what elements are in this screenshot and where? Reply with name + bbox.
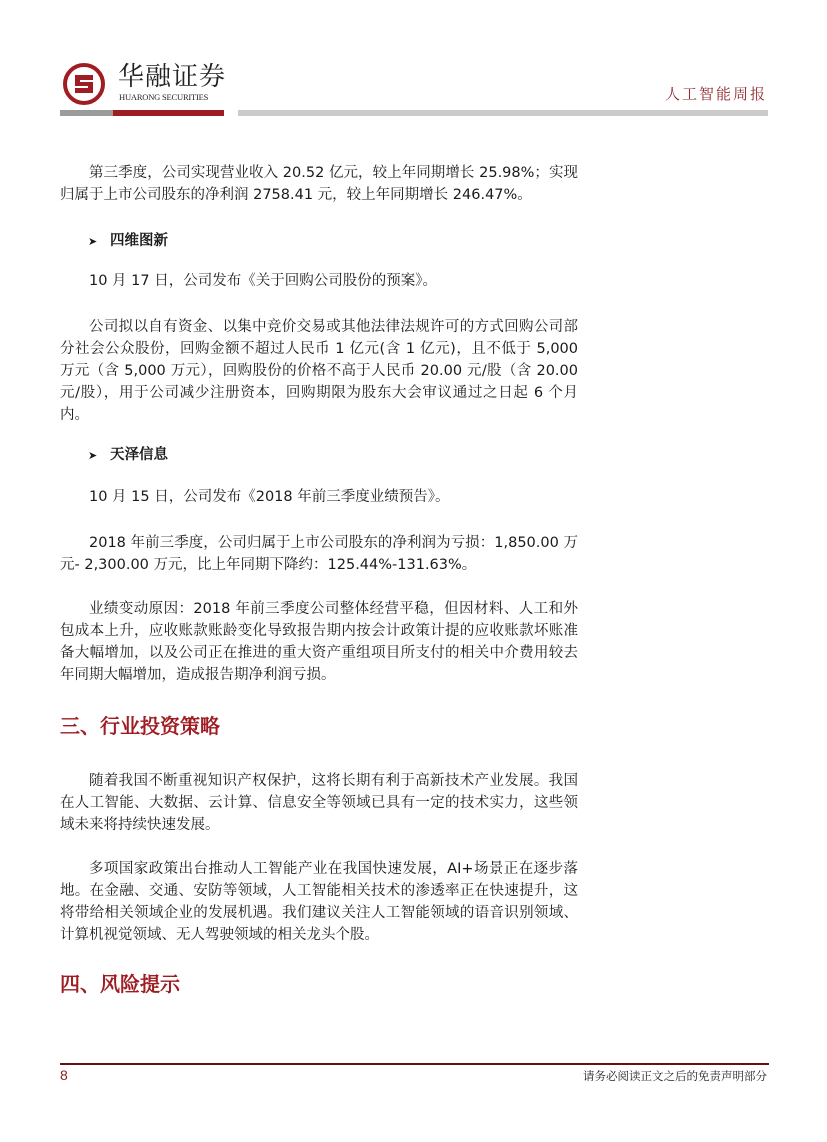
company-heading-tianze bbox=[60, 444, 578, 467]
report-type-label: 人工智能周报 bbox=[664, 85, 767, 103]
tianze-reason-paragraph: 业绩变动原因：2018 年前三季度公司整体经营平稳，但因材料、人工和外包成本上升，应收账款账龄变化导致报告期内按会计政策计提的应收账款坏账准备大幅增加，以及公司正在推进的重大资产重组项目所支付的相关中介费用较去年同期大幅增加，造成报告期净利润亏损。 bbox=[60, 601, 578, 683]
tianze-forecast-paragraph: 2018 年前三季度，公司归属于上市公司股东的净利润为亏损：1,850.00 万元- 2,300.00 万元，比上年同期下降约：125.44%-131.63%。 bbox=[60, 535, 578, 573]
arrowhead-bullet-icon: ➤ bbox=[88, 235, 98, 248]
huarong-logo-icon bbox=[62, 62, 106, 106]
disclaimer-text: 请务必阅读正文之后的免责声明部分 bbox=[583, 1069, 767, 1083]
brand-name-cn: 华融证券 bbox=[118, 62, 227, 92]
company-name: 天泽信息 bbox=[110, 447, 168, 463]
arrowhead-bullet-icon: ➤ bbox=[88, 449, 98, 462]
strategy-paragraph-2: 多项国家政策出台推动人工智能产业在我国快速发展，AI+场景正在逐步落地。在金融、交通、安防等领域，人工智能相关技术的渗透率正在快速提升，这将带给相关领域企业的发展机遇。我们建议关注人工智能领域的语音识别领域、计算机视觉领域、无人驾驶领域的相关龙头个股。 bbox=[60, 861, 578, 943]
header-bar-red bbox=[113, 110, 224, 116]
strategy-paragraph-1: 随着我国不断重视知识产权保护，这将长期有利于高新技术产业发展。我国在人工智能、大数据、云计算、信息安全等领域已具有一定的技术实力，这些领域未来将持续快速发展。 bbox=[60, 773, 578, 833]
q3-results-paragraph: 第三季度，公司实现营业收入 20.52 亿元，较上年同期增长 25.98%；实现归属于上市公司股东的净利润 2758.41 元，较上年同期增长 246.47%。 bbox=[60, 165, 578, 203]
page-number: 8 bbox=[60, 1067, 68, 1083]
header-bar-light bbox=[238, 110, 768, 116]
footer-divider bbox=[60, 1063, 769, 1065]
section-title-risk: 四、风险提示 bbox=[60, 972, 180, 996]
company-heading-siwei bbox=[60, 230, 578, 253]
company-name: 四维图新 bbox=[110, 233, 168, 249]
brand-name-en: HUARONG SECURITIES bbox=[119, 92, 209, 102]
header-bar-gray bbox=[60, 110, 113, 116]
tianze-announcement-paragraph: 10 月 15 日，公司发布《2018 年前三季度业绩预告》。 bbox=[89, 489, 450, 505]
section-title-strategy: 三、行业投资策略 bbox=[60, 714, 220, 738]
siwei-announcement-paragraph: 10 月 17 日，公司发布《关于回购公司股份的预案》。 bbox=[89, 273, 437, 289]
siwei-buyback-paragraph: 公司拟以自有资金、以集中竞价交易或其他法律法规许可的方式回购公司部分社会公众股份，回购金额不超过人民币 1 亿元(含 1 亿元)，且不低于 5,000 万元（含 5,000 万元），回购股份的价格不高于人民币 20.00 元/股（含 20.00 元/股），用于公司减少注册资本，回购期限为股东大会审议通过之日起 6 个月内。 bbox=[60, 319, 578, 423]
